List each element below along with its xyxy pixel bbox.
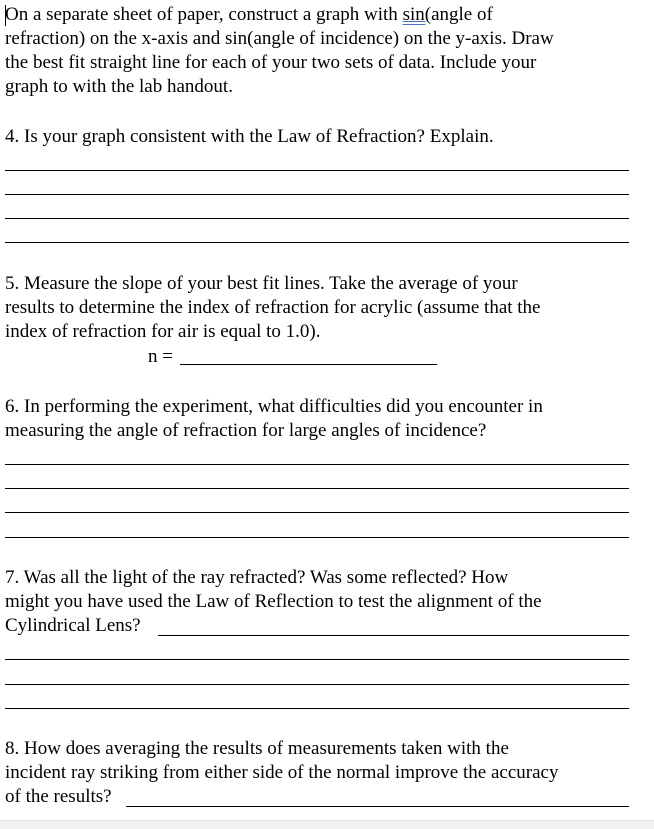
q8-answer-line-1[interactable] [126, 806, 629, 807]
q6-answer-line-2[interactable] [5, 488, 629, 489]
question-5-line-3: index of refraction for air is equal to 1.0). [5, 321, 321, 342]
question-8-line-3: of the results? [5, 786, 112, 807]
q4-answer-line-2[interactable] [5, 194, 629, 195]
question-7-line-3: Cylindrical Lens? [5, 615, 141, 636]
question-5-line-1: 5. Measure the slope of your best fit lines. Take the average of your [5, 273, 518, 294]
q6-answer-line-3[interactable] [5, 512, 629, 513]
q4-answer-line-1[interactable] [5, 170, 629, 171]
q7-answer-line-2[interactable] [5, 659, 629, 660]
q5-answer-label: n = [148, 346, 173, 367]
question-7-line-2: might you have used the Law of Reflection to test the alignment of the [5, 591, 542, 612]
spelling-flag[interactable]: sin( [402, 4, 432, 25]
question-4-text: 4. Is your graph consistent with the Law of Refraction? Explain. [5, 126, 494, 147]
q6-answer-line-4[interactable] [5, 537, 629, 538]
q5-answer-line[interactable] [180, 364, 437, 365]
q7-answer-line-4[interactable] [5, 708, 629, 709]
intro-line-1 [5, 4, 493, 26]
question-8-line-2: incident ray striking from either side of the normal improve the accuracy [5, 762, 559, 783]
q7-answer-line-1[interactable] [158, 635, 629, 636]
question-8-line-1: 8. How does averaging the results of measurements taken with the [5, 738, 509, 759]
q4-answer-line-4[interactable] [5, 242, 629, 243]
q4-answer-line-3[interactable] [5, 218, 629, 219]
intro-line-2: refraction) on the x-axis and sin(angle of incidence) on the y-axis. Draw [5, 28, 554, 49]
intro-line-1-suffix: angle of [431, 4, 493, 25]
intro-line-4: graph to with the lab handout. [5, 76, 233, 97]
question-7-line-1: 7. Was all the light of the ray refracted? Was some reflected? How [5, 567, 509, 588]
q6-answer-line-1[interactable] [5, 464, 629, 465]
q7-answer-line-3[interactable] [5, 684, 629, 685]
intro-line-1-prefix: On a separate sheet of paper, construct a graph with [5, 4, 403, 25]
intro-line-3: the best fit straight line for each of your two sets of data. Include your [5, 52, 537, 73]
question-6-line-2: measuring the angle of refraction for large angles of incidence? [5, 420, 487, 441]
question-6-line-1: 6. In performing the experiment, what difficulties did you encounter in [5, 396, 543, 417]
question-5-line-2: results to determine the index of refraction for acrylic (assume that the [5, 297, 541, 318]
